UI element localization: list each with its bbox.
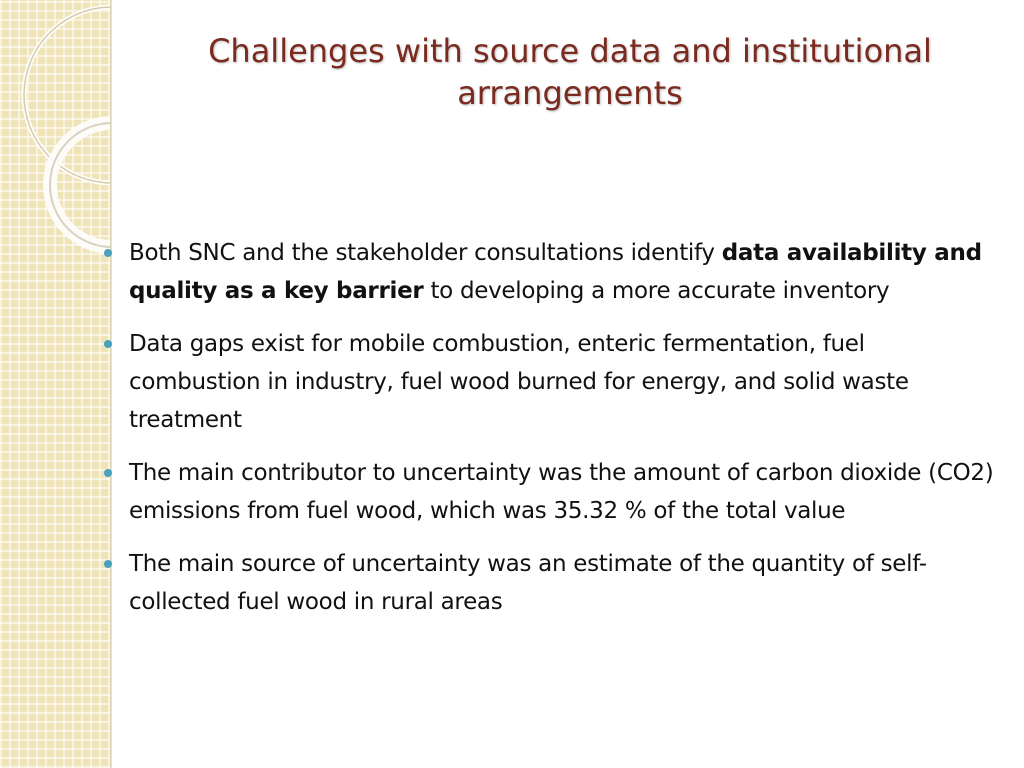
bullet-text-regular: The main contributor to uncertainty was the amount of carbon dioxide (CO2) emissions from fuel wood, which was 35.32 % of the total value [129, 460, 994, 524]
bullet-text-regular: Both SNC and the stakeholder consultations identify [129, 240, 722, 266]
bullet-dot-icon [104, 249, 112, 257]
bullet-text-regular: Data gaps exist for mobile combustion, enteric fermentation, fuel combustion in industry, fuel wood burned for energy, and solid waste treatment [129, 331, 909, 433]
decorative-side-panel [0, 0, 112, 768]
bullet-text [129, 240, 982, 304]
bullet-item [104, 545, 994, 621]
bullet-dot-icon [104, 340, 112, 348]
bullet-dot-icon [104, 469, 112, 477]
bullet-text [129, 460, 993, 524]
bullet-text [129, 331, 909, 433]
bullet-text [129, 551, 927, 615]
bullet-text-regular: The main source of uncertainty was an estimate of the quantity of self-collected fuel wood in rural areas [129, 551, 927, 615]
bullet-text-bold: data availability and quality as a key barrier [129, 240, 982, 304]
slide-title: Challenges with source data and institutional arrangements [208, 32, 932, 112]
bullet-item [104, 234, 994, 310]
decorative-circles-icon [0, 0, 112, 768]
bullet-list [104, 234, 994, 636]
bullet-dot-icon [104, 560, 112, 568]
bullet-item [104, 325, 994, 439]
bullet-item [104, 454, 994, 530]
bullet-text-regular: to developing a more accurate inventory [423, 278, 890, 304]
